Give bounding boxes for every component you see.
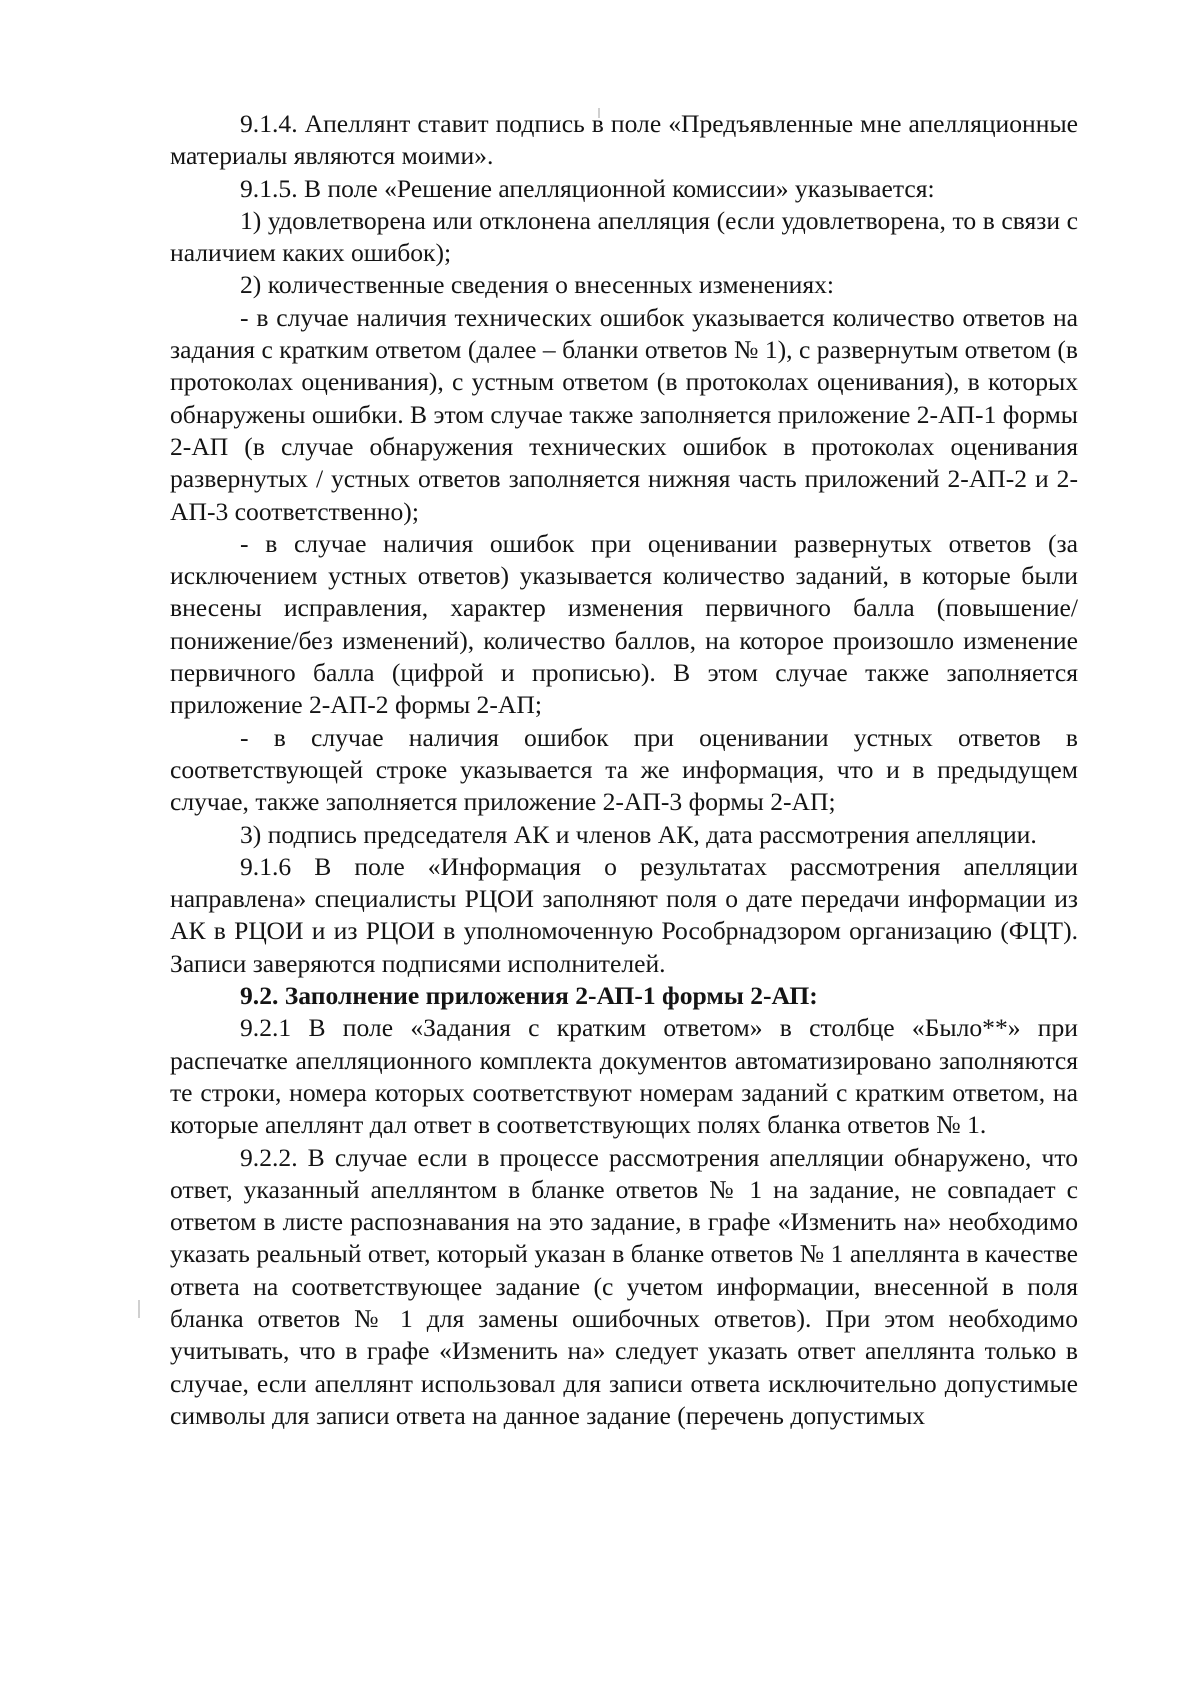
document-body: [170, 108, 1078, 1432]
paragraph-9-1-4: 9.1.4. Апеллянт ставит подпись в поле «Предъявленные мне апелляционные материалы являются моими».: [170, 109, 1078, 171]
list-item-1: 1) удовлетворена или отклонена апелляция (если удовлетворена, то в связи с наличием каких ошибок);: [170, 205, 1078, 268]
paragraph-9-2-2: 9.2.2. В случае если в процессе рассмотрения апелляции обнаружено, что ответ, указанный апеллянтом в бланке ответов № 1 на задание, не совпадает с ответом в листе распознавания на это задание, в графе «Изменить на» необходимо указать реальный ответ, который указан в бланке ответов № 1 апеллянта в качестве ответа на соответствующее задание (с учетом информации, внесенной в поля бланка ответов № 1 для замены ошибочных ответов). При этом необходимо учитывать, что в графе «Изменить на» следует указать ответ апеллянта только в случае, если апеллянт использовал для записи ответа исключительно допустимые символы для записи ответа на данное задание (перечень допустимых: [170, 1142, 1078, 1430]
bullet-technical-errors: - в случае наличия технических ошибок указывается количество ответов на задания с кратким ответом (далее – бланки ответов № 1), с развернутым ответом (в протоколах оценивания), с устным ответом (в протоколах оценивания), в которых обнаружены ошибки. В этом случае также заполняется приложение 2-АП-1 формы 2-АП (в случае обнаружения технических ошибок в протоколах оценивания развернутых / устных ответов заполняется нижняя часть приложений 2-АП-2 и 2-АП-3 соответственно);: [170, 302, 1078, 526]
bullet-extended-answers: - в случае наличия ошибок при оценивании развернутых ответов (за исключением устных ответов) указывается количество заданий, в которые были внесены исправления, характер изменения первичного балла (повышение/понижение/без изменений), количество баллов, на которое произошло изменение первичного балла (цифрой и прописью). В этом случае также заполняется приложение 2-АП-2 формы 2-АП;: [170, 528, 1078, 720]
scan-artifact: [138, 1300, 140, 1318]
section-heading-9-2: 9.2. Заполнение приложения 2-АП-1 формы 2-АП:: [240, 981, 818, 1011]
paragraph-9-1-5: 9.1.5. В поле «Решение апелляционной комиссии» указывается:: [240, 173, 935, 203]
paragraph-9-2-1: 9.2.1 В поле «Задания с кратким ответом» в столбце «Было**» при распечатке апелляционного комплекта документов автоматизировано заполняются те строки, номера которых соответствуют номерам заданий с кратким ответом, на которые апеллянт дал ответ в соответствующих полях бланка ответов № 1.: [170, 1013, 1078, 1140]
paragraph-9-1-6: 9.1.6 В поле «Информация о результатах рассмотрения апелляции направлена» специалисты РЦОИ заполняют поля о дате передачи информации из АК в РЦОИ и из РЦОИ в уполномоченную Рособрнадзором организацию (ФЦТ). Записи заверяются подписями исполнителей.: [170, 851, 1078, 978]
list-item-2: 2) количественные сведения о внесенных изменениях:: [240, 270, 835, 300]
list-item-3: 3) подпись председателя АК и членов АК, дата рассмотрения апелляции.: [240, 819, 1037, 849]
bullet-oral-answers: - в случае наличия ошибок при оценивании устных ответов в соответствующей строке указывается та же информация, что и в предыдущем случае, также заполняется приложение 2-АП-3 формы 2-АП;: [170, 722, 1078, 817]
